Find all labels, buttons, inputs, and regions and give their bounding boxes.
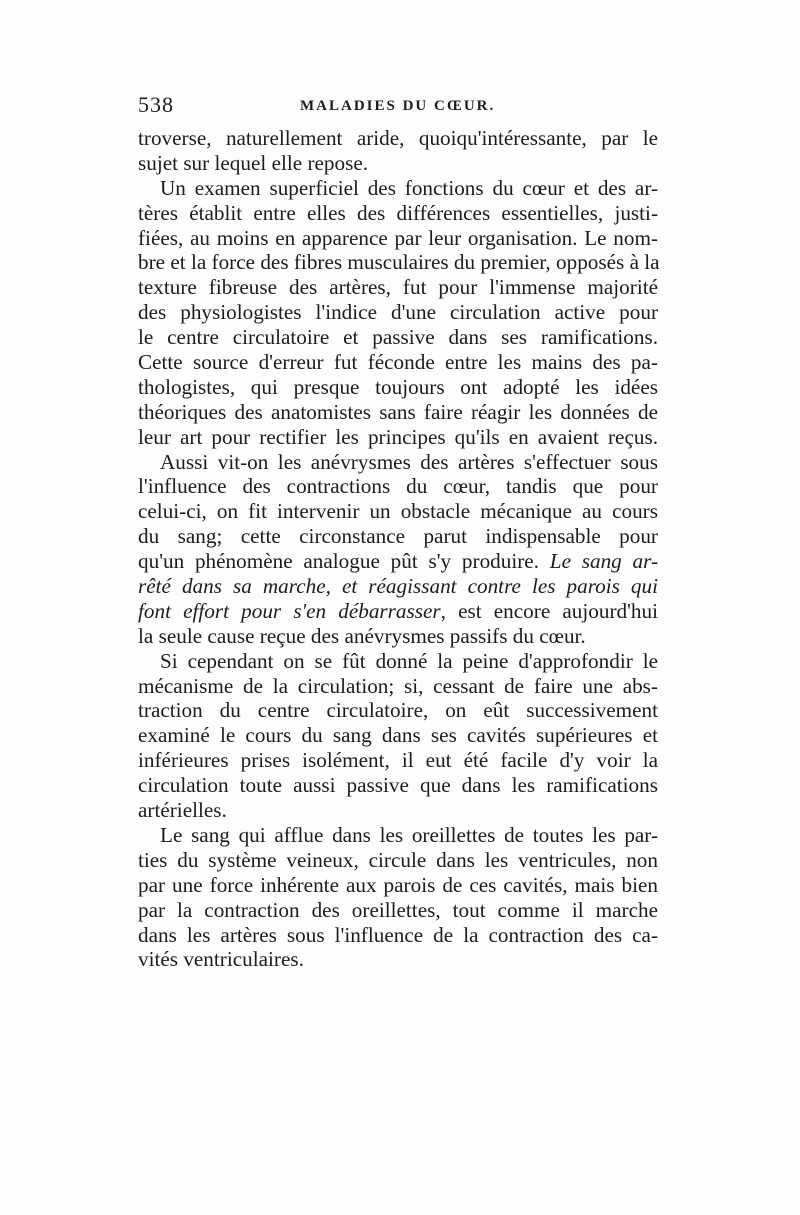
text-line: inférieures prises isolément, il eut été facile d'y voir la (138, 748, 658, 773)
text-line: dans les artères sous l'influence de la contraction des ca- (138, 922, 658, 947)
text-line: circulation toute aussi passive que dans les ramifications (138, 773, 658, 798)
paragraph-2 (138, 176, 658, 450)
text-line: l'influence des contractions du cœur, tandis que pour (138, 474, 658, 499)
text-line: leur art pour rectifier les principes qu'ils en avaient reçus. (138, 424, 658, 449)
text-line: ties du système veineux, circule dans les ventricules, non (138, 847, 658, 872)
text-line: des physiologistes l'indice d'une circulation active pour (138, 300, 658, 325)
text-line: le centre circulatoire et passive dans ses ramifications. (138, 325, 658, 350)
text-line: par une force inhérente aux parois de ces cavités, mais bien (138, 872, 658, 897)
text-line: par la contraction des oreillettes, tout comme il marche (138, 897, 658, 922)
text-line: artérielles. (138, 798, 227, 823)
text-line-mixed (138, 599, 658, 624)
paragraph-3 (138, 450, 658, 649)
text-line: Si cependant on se fût donné la peine d'approfondir le (160, 648, 658, 673)
text-line: tères établit entre elles des différences essentielles, justi- (138, 200, 658, 225)
text-line: thologistes, qui presque toujours ont adopté les idées (138, 374, 658, 399)
text-line: vités ventriculaires. (138, 947, 304, 972)
text-line: Cette source d'erreur fut féconde entre les mains des pa- (138, 350, 658, 375)
text-line: troverse, naturellement aride, quoiqu'intéressante, par le (138, 126, 658, 150)
page-number: 538 (138, 92, 174, 117)
paragraph-5 (138, 823, 658, 972)
text-line: traction du centre circulatoire, on eût successivement (138, 698, 658, 723)
text-line: théoriques des anatomistes sans faire réagir les données de (138, 399, 658, 424)
text-line-italic: rêté dans sa marche, et réagissant contre les parois qui (138, 574, 658, 599)
text-line: sujet sur lequel elle repose. (138, 150, 369, 175)
text-line: Aussi vit-on les anévrysmes des artères s'effectuer sous (160, 449, 658, 474)
text-line: Un examen superficiel des fonctions du cœur et des ar- (160, 175, 658, 200)
text-line-mixed (138, 549, 658, 574)
paragraph-1 (138, 126, 658, 176)
italic-run: Le sang ar- (549, 549, 659, 574)
text-line: celui-ci, on fit intervenir un obstacle mécanique au cours (138, 499, 658, 524)
italic-run: font effort pour s'en débarrasser (138, 598, 441, 623)
text-line: fiées, au moins en apparence par leur organisation. Le nom- (138, 225, 658, 250)
running-head (138, 92, 668, 122)
body-text (138, 126, 658, 972)
text-line: bre et la force des fibres musculaires du premier, opposés à la (138, 250, 660, 275)
paragraph-4 (138, 649, 658, 823)
text-run: , est encore aujourd'hui (440, 598, 658, 623)
text-line: Le sang qui afflue dans les oreillettes de toutes les par- (160, 822, 658, 847)
text-line: texture fibreuse des artères, fut pour l'immense majorité (138, 275, 658, 300)
text-line: du sang; cette circonstance parut indispensable pour (138, 524, 658, 549)
text-line: la seule cause reçue des anévrysmes passifs du cœur. (138, 623, 586, 648)
text-line: mécanisme de la circulation; si, cessant de faire une abs- (138, 673, 658, 698)
text-line: examiné le cours du sang dans ses cavités supérieures et (138, 723, 658, 748)
text-run: qu'un phénomène analogue pût s'y produire. (138, 549, 539, 574)
running-title: MALADIES DU CŒUR. (300, 98, 496, 114)
